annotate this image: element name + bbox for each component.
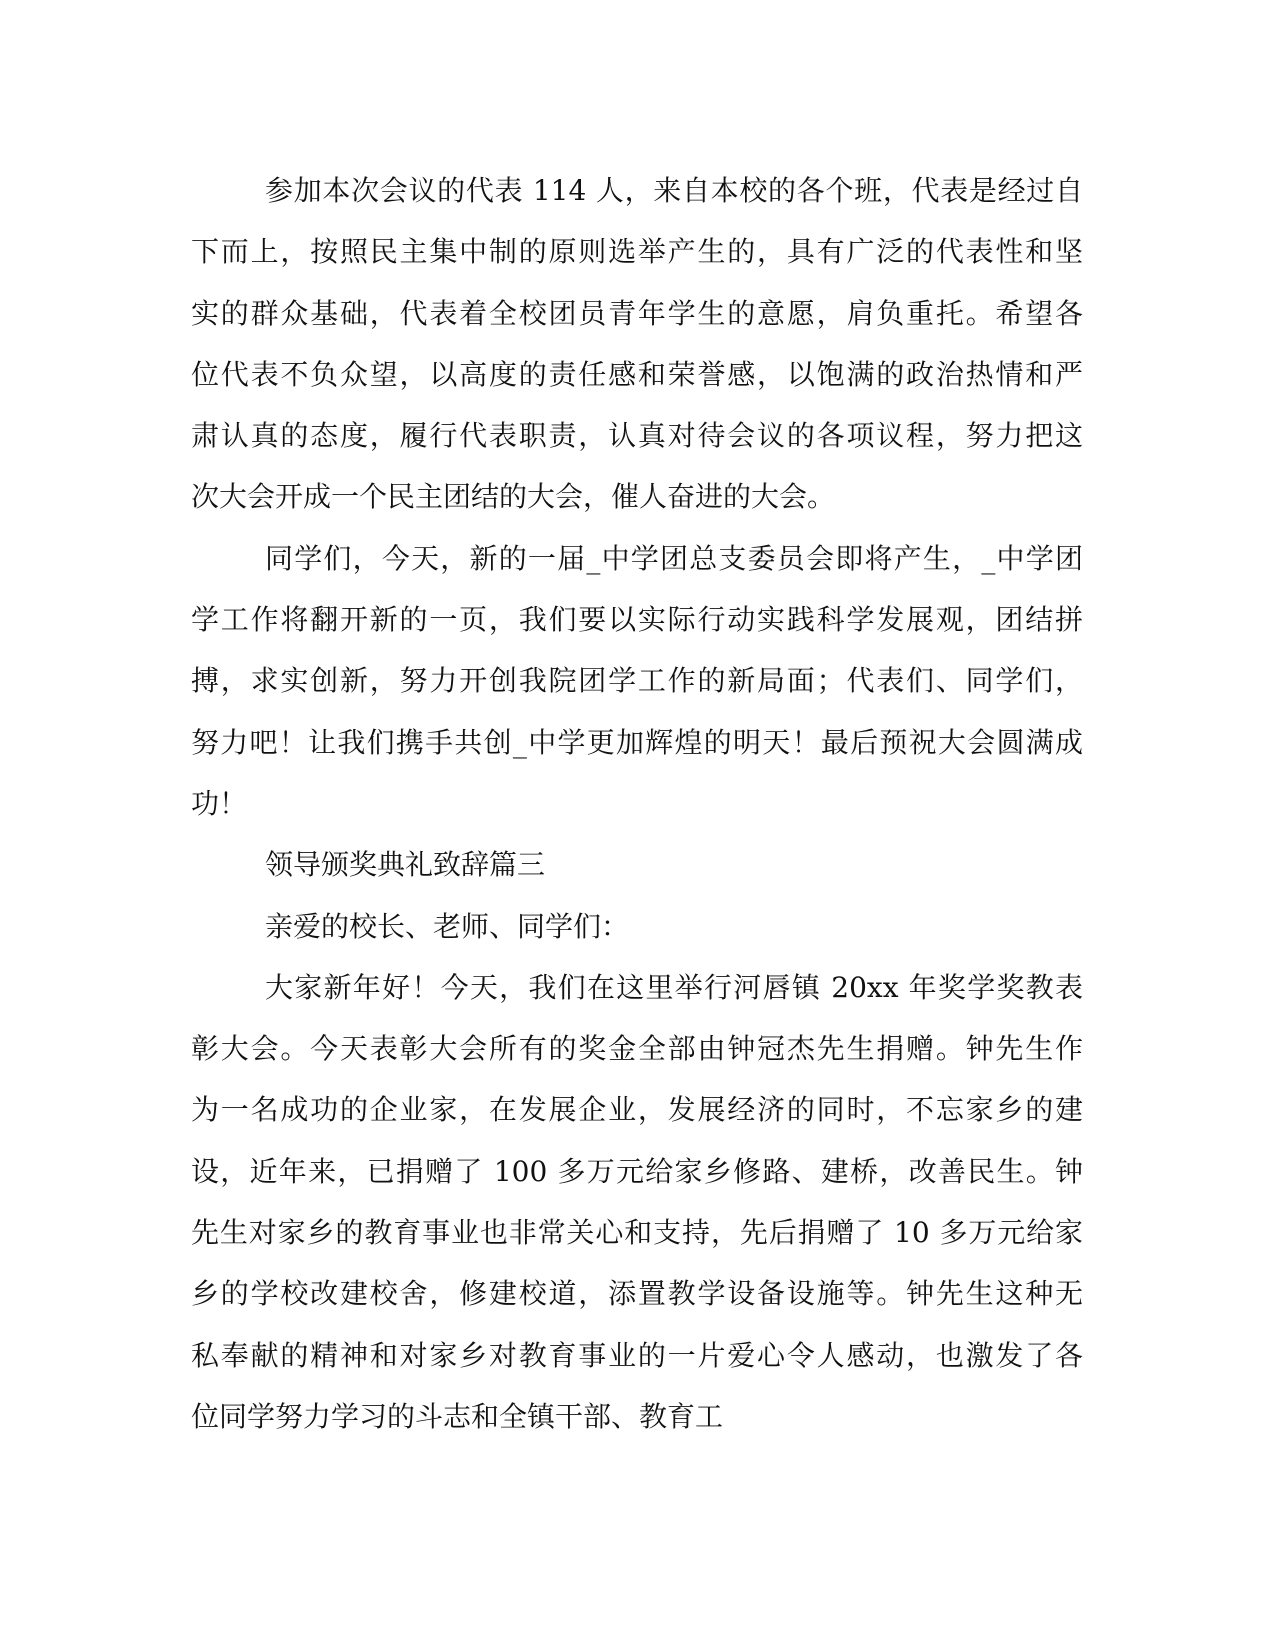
text-line: 私奉献的精神和对家乡对教育事业的一片爱心令人感动，也激发了各 xyxy=(191,1338,1083,1372)
text-line: 位代表不负众望，以高度的责任感和荣誉感，以饱满的政治热情和严 xyxy=(191,357,1083,391)
text-line: 参加本次会议的代表 114 人，来自本校的各个班，代表是经过自 xyxy=(265,174,1083,207)
text-line: 乡的学校改建校舍，修建校道，添置教学设备设施等。钟先生这种无 xyxy=(191,1277,1083,1311)
text-line: 大家新年好！今天，我们在这里举行河唇镇 20xx 年奖学奖教表 xyxy=(265,970,1083,1004)
text-line: 位同学努力学习的斗志和全镇干部、教育工 xyxy=(191,1399,724,1433)
text-line: 实的群众基础，代表着全校团员青年学生的意愿，肩负重托。希望各 xyxy=(191,296,1083,330)
text-line: 下而上，按照民主集中制的原则选举产生的，具有广泛的代表性和坚 xyxy=(191,235,1083,269)
salutation-text: 亲爱的校长、老师、同学们： xyxy=(265,909,630,943)
document-body xyxy=(191,160,1083,1447)
paragraph-delegates xyxy=(191,160,1083,528)
text-line: 为一名成功的企业家，在发展企业，发展经济的同时，不忘家乡的建 xyxy=(191,1093,1083,1127)
text-line: 努力吧！让我们携手共创_中学更加辉煌的明天！最后预祝大会圆满成 xyxy=(191,725,1083,759)
section-heading xyxy=(191,834,1083,895)
text-line: 先生对家乡的教育事业也非常关心和支持，先后捐赠了 10 多万元给家 xyxy=(191,1216,1083,1250)
paragraph-students xyxy=(191,528,1083,834)
text-line: 搏，求实创新，努力开创我院团学工作的新局面；代表们、同学们， xyxy=(191,664,1083,698)
heading-text: 领导颁奖典礼致辞篇三 xyxy=(265,848,546,882)
text-line: 同学们，今天，新的一届_中学团总支委员会即将产生，_中学团 xyxy=(265,541,1083,575)
text-line: 功！ xyxy=(191,786,248,820)
text-line: 彰大会。今天表彰大会所有的奖金全部由钟冠杰先生捐赠。钟先生作 xyxy=(191,1032,1083,1066)
salutation xyxy=(191,896,1083,957)
text-line: 学工作将翻开新的一页，我们要以实际行动实践科学发展观，团结拼 xyxy=(191,603,1083,637)
text-line: 肃认真的态度，履行代表职责，认真对待会议的各项议程，努力把这 xyxy=(191,419,1083,453)
text-line: 次大会开成一个民主团结的大会，催人奋进的大会。 xyxy=(191,480,836,514)
paragraph-new-year xyxy=(191,957,1083,1447)
text-line: 设，近年来，已捐赠了 100 多万元给家乡修路、建桥，改善民生。钟 xyxy=(191,1154,1083,1188)
